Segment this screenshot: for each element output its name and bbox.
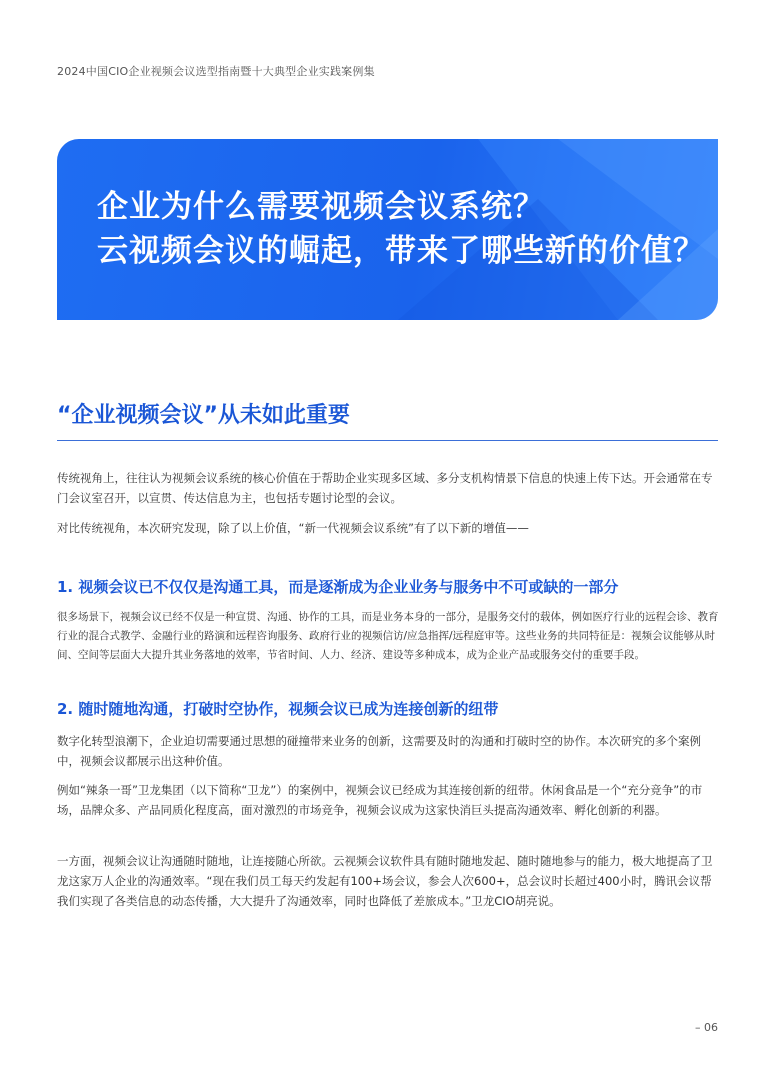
hero-title bbox=[97, 185, 705, 273]
point-2-paragraph-1: 数字化转型浪潮下，企业迫切需要通过思想的碰撞带来业务的创新，这需要及时的沟通和打破时空的协作。本次研究的多个案例中，视频会议都展示出这种价值。 bbox=[57, 734, 701, 768]
page-number: – 06 bbox=[695, 1021, 718, 1034]
point-1-body: 很多场景下，视频会议已经不仅是一种宣贯、沟通、协作的工具，而是业务本身的一部分，是服务交付的载体，例如医疗行业的远程会诊、教育行业的混合式教学、金融行业的路演和远程咨询服务、政府行业的视频信访/应急指挥/远程庭审等。这些业务的共同特征是：视频会议能够从时间、空间等层面大大提升其业务落地的效率，节省时间、人力、经济、建设等多种成本，成为企业产品或服务交付的重要手段。 bbox=[57, 611, 719, 661]
running-header: 2024中国CIO企业视频会议选型指南暨十大典型企业实践案例集 bbox=[57, 65, 375, 78]
section-divider bbox=[57, 440, 718, 441]
point-2-paragraph-2: 例如“辣条一哥”卫龙集团（以下简称“卫龙”）的案例中，视频会议已经成为其连接创新的纽带。休闲食品是一个“充分竞争”的市场，品牌众多、产品同质化程度高，面对激烈的市场竞争，视频会议成为这家快消巨头提高沟通效率、孵化创新的利器。 bbox=[57, 783, 703, 817]
hero-title-line-1: 企业为什么需要视频会议系统？ bbox=[97, 189, 545, 225]
hero-banner bbox=[57, 139, 718, 320]
intro-paragraph-1: 传统视角上，往往认为视频会议系统的核心价值在于帮助企业实现多区域、多分支机构情景下信息的快速上传下达。开会通常在专门会议室召开，以宣贯、传达信息为主，也包括专题讨论型的会议。 bbox=[57, 471, 713, 505]
hero-title-line-2: 云视频会议的崛起，带来了哪些新的价值？ bbox=[97, 233, 705, 269]
point-2-paragraph-3: 一方面，视频会议让沟通随时随地，让连接随心所欲。云视频会议软件具有随时随地发起、随时随地参与的能力，极大地提高了卫龙这家万人企业的沟通效率。“现在我们员工每天约发起有100+场会议，参会人次600+，总会议时长超过400小时，腾讯会议帮我们实现了各类信息的动态传播，大大提升了沟通效率，同时也降低了差旅成本。”卫龙CIO胡亮说。 bbox=[57, 854, 713, 908]
section-heading: “企业视频会议”从未如此重要 bbox=[57, 403, 350, 428]
intro-paragraph-2: 对比传统视角，本次研究发现，除了以上价值，“新一代视频会议系统”有了以下新的增值—— bbox=[57, 521, 529, 535]
point-2-heading: 2. 随时随地沟通，打破时空协作，视频会议已成为连接创新的纽带 bbox=[57, 700, 499, 718]
point-1-heading: 1. 视频会议已不仅仅是沟通工具，而是逐渐成为企业业务与服务中不可或缺的一部分 bbox=[57, 578, 619, 596]
